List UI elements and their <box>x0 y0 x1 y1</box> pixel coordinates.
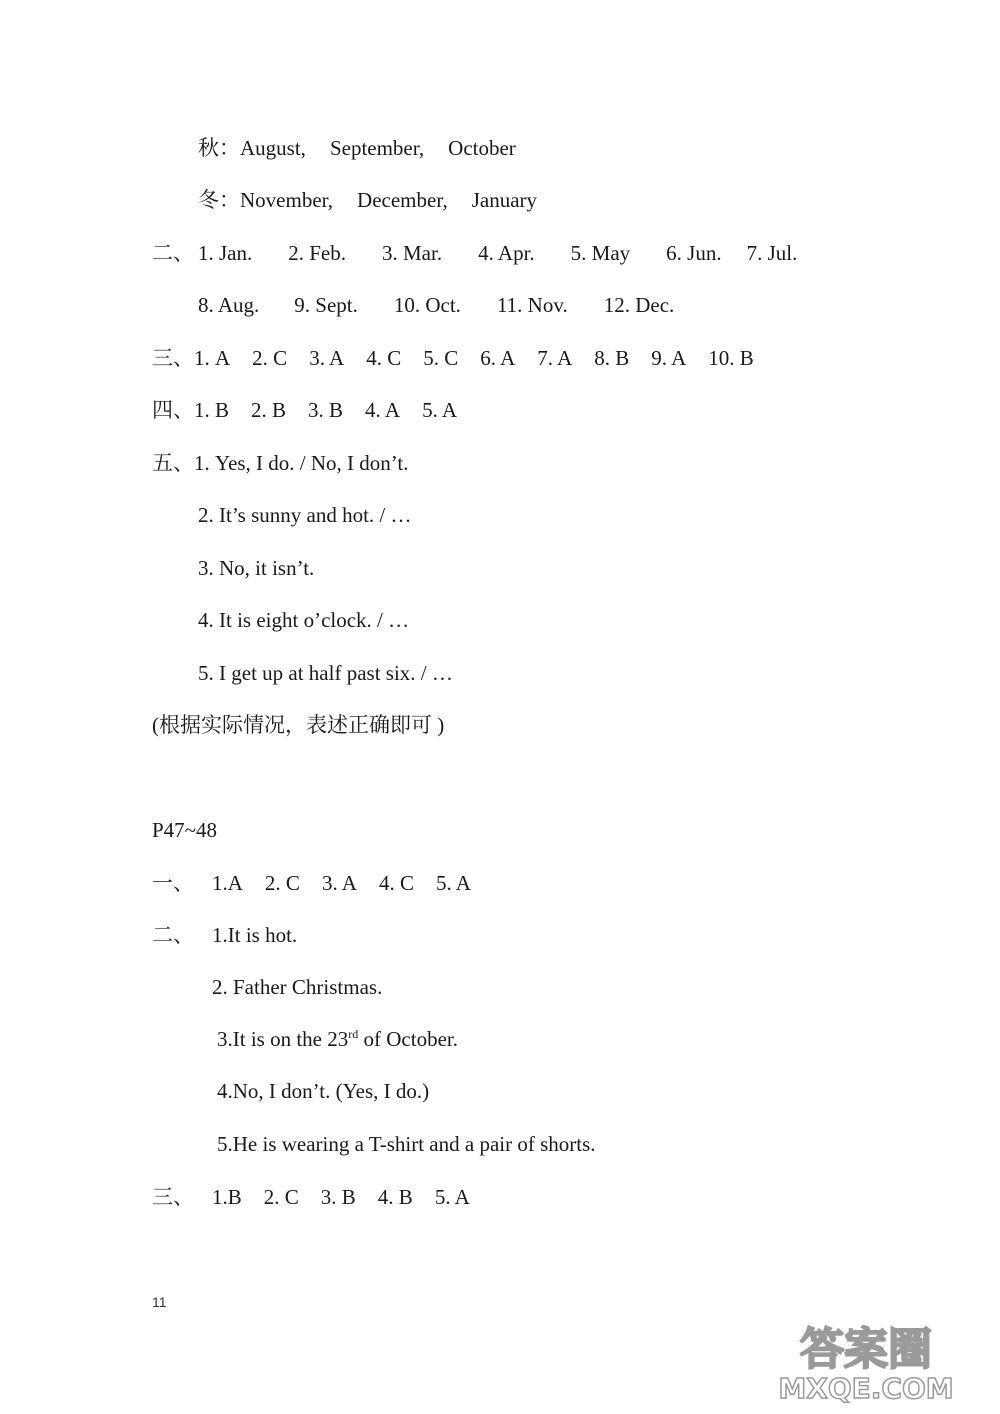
answer-item: 5. C <box>423 346 459 370</box>
answer-item: 4. It is eight o’clock. / … <box>198 608 410 632</box>
watermark-site: MXQE.COM <box>778 1372 954 1404</box>
answer-item: 12. Dec. <box>603 293 675 317</box>
section2-row1 <box>198 239 797 267</box>
p47-section3-line <box>152 1183 470 1211</box>
answer-item: 3. No, it isn’t. <box>198 556 315 580</box>
answer-item: 3. B <box>308 398 344 422</box>
page-number: 11 <box>152 1294 167 1310</box>
month-august: August, <box>240 136 306 160</box>
answer-item: 2. Feb. <box>288 241 346 265</box>
month-january: January <box>471 188 538 212</box>
answer-item: 9. A <box>651 346 687 370</box>
month-october: October <box>448 136 516 160</box>
answer-item: 8. Aug. <box>198 293 260 317</box>
section3-line <box>152 344 754 372</box>
answer-item: 9. Sept. <box>294 293 358 317</box>
answer-text: of October. <box>358 1027 458 1051</box>
answer-item: 1. Jan. <box>198 241 253 265</box>
p47-section3-label: 三、 <box>152 1185 194 1209</box>
answer-item: 1. Yes, I do. / No, I don’t. <box>194 451 409 475</box>
answer-item: 6. Jun. <box>666 241 722 265</box>
page-heading: P47~48 <box>152 818 218 842</box>
answer-item: 10. Oct. <box>393 293 461 317</box>
section4-line <box>152 396 457 424</box>
answer-item: 7. A <box>537 346 573 370</box>
answer-item: 2. C <box>264 871 300 895</box>
month-december: December, <box>357 188 448 212</box>
watermark-logo <box>746 1314 986 1404</box>
section5-label: 五、 <box>152 451 194 475</box>
autumn-line <box>198 134 516 162</box>
answer-item: 1.It is hot. <box>212 923 298 947</box>
winter-line <box>198 186 537 214</box>
section2-row2 <box>198 291 674 319</box>
section5-line1 <box>152 449 409 477</box>
answer-item: 5.He is wearing a T-shirt and a pair of shorts. <box>217 1132 596 1156</box>
month-september: September, <box>329 136 425 160</box>
answer-text: 3.It is on the 23 <box>217 1027 349 1051</box>
answer-item: 5. A <box>422 398 458 422</box>
p47-section1-line <box>152 869 471 897</box>
answer-item: 7. Jul. <box>746 241 798 265</box>
p47-section1-label: 一、 <box>152 871 194 895</box>
winter-label: 冬： <box>198 188 240 212</box>
answer-item: 4. C <box>378 871 414 895</box>
answer-item: 2. C <box>252 346 288 370</box>
answer-item: 5. I get up at half past six. / … <box>198 661 453 685</box>
answer-item: 2. B <box>251 398 287 422</box>
section2-label: 二、 <box>152 241 194 265</box>
answer-item: 8. B <box>594 346 630 370</box>
answer-item: 1.A <box>212 871 243 895</box>
answer-item: 4. A <box>365 398 401 422</box>
answer-item: 4. C <box>366 346 402 370</box>
section5-note: (根据实际情况，表述正确即可 ) <box>152 713 445 737</box>
answer-item: 1. B <box>194 398 230 422</box>
answer-item: 1. A <box>194 346 231 370</box>
answer-item: 1.B <box>212 1185 242 1209</box>
answer-item: 3. Mar. <box>382 241 443 265</box>
answer-item: 4. B <box>377 1185 413 1209</box>
answer-item: 4. Apr. <box>478 241 535 265</box>
answer-item: 5. A <box>435 871 471 895</box>
section3-label: 三、 <box>152 346 194 370</box>
answer-item-3 <box>217 1025 458 1053</box>
answer-item: 5. A <box>434 1185 470 1209</box>
ordinal-suffix: rd <box>348 1027 359 1041</box>
answer-item: 2. Father Christmas. <box>212 975 383 999</box>
answer-item: 3. B <box>320 1185 356 1209</box>
p47-section2-label: 二、 <box>152 923 194 947</box>
answer-item: 5. May <box>570 241 631 265</box>
p47-section2-line1 <box>152 921 297 949</box>
answer-item: 11. Nov. <box>496 293 568 317</box>
answer-item: 2. It’s sunny and hot. / … <box>198 503 412 527</box>
answer-item: 2. C <box>263 1185 299 1209</box>
section4-label: 四、 <box>152 398 194 422</box>
month-november: November, <box>240 188 334 212</box>
answer-item: 3. A <box>321 871 357 895</box>
answer-item: 3. A <box>309 346 345 370</box>
answer-item: 6. A <box>480 346 516 370</box>
answer-item: 4.No, I don’t. (Yes, I do.) <box>217 1079 430 1103</box>
autumn-label: 秋： <box>198 136 240 160</box>
watermark-brand: 答案圈 <box>800 1324 932 1375</box>
answer-item: 10. B <box>708 346 754 370</box>
